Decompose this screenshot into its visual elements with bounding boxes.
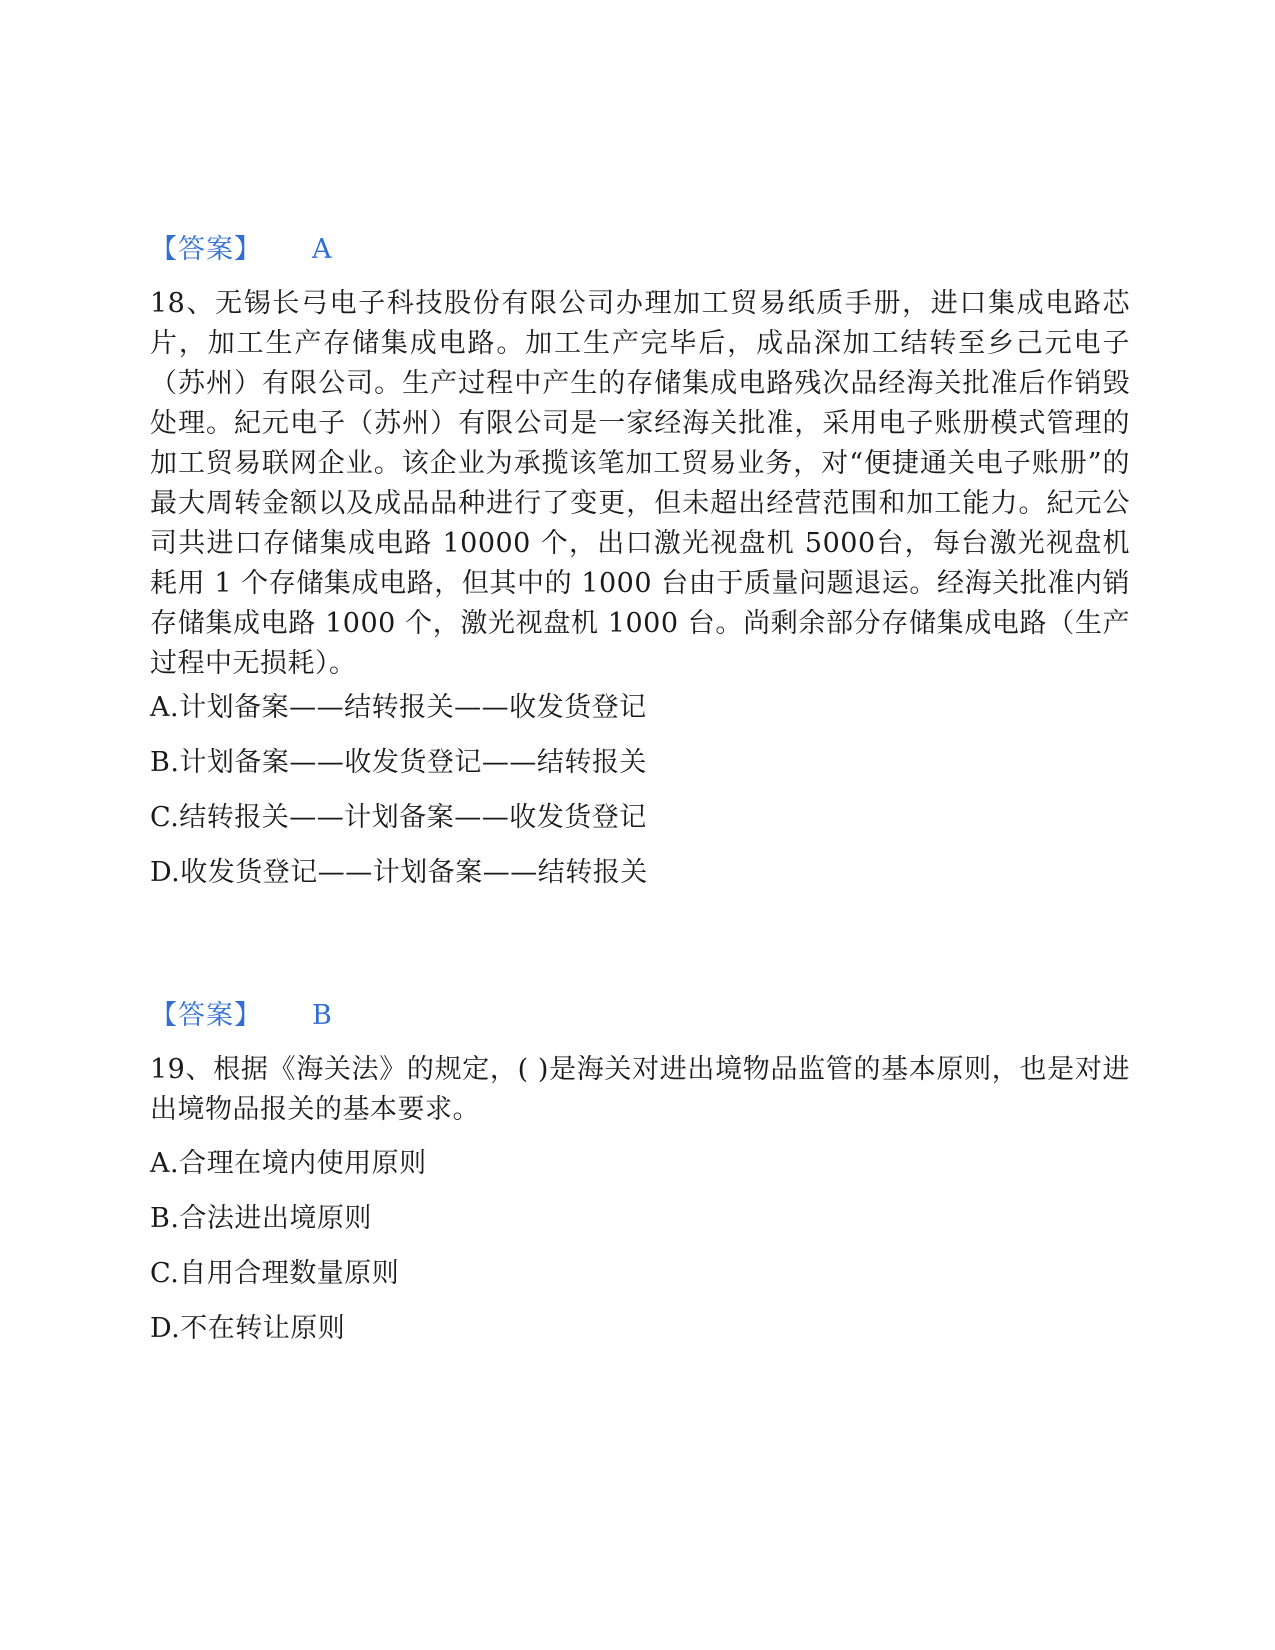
answer-label: 【答案】	[150, 234, 262, 265]
answer-line	[150, 998, 332, 1034]
question-19-option-c: C.自用合理数量原则	[150, 1258, 400, 1289]
question-19-text: 19、根据《海关法》的规定，( )是海关对进出境物品监管的基本原则，也是对进出境物品报关的基本要求。	[150, 1054, 1130, 1125]
question-18-text: 18、无锡长弓电子科技股份有限公司办理加工贸易纸质手册，进口集成电路芯片，加工生产存储集成电路。加工生产完毕后，成品深加工结转至乡己元电子（苏州）有限公司。生产过程中产生的存储集成电路残次品经海关批准后作销毁处理。紀元电子（苏州）有限公司是一家经海关批准，采用电子账册模式管理的加工贸易联网企业。该企业为承揽该笔加工贸易业务，对“便捷通关电子账册”的最大周转金额以及成品品种进行了变更，但未超出经营范围和加工能力。紀元公司共进口存储集成电路 10000 个，出口激光视盘机 5000台，每台激光视盘机耗用 1 个存储集成电路，但其中的 1000 台由于质量问题退运。经海关批准内销存储集成电路 1000 个，激光视盘机 1000 台。尚剩余部分存储集成电路（生产过程中无损耗）。	[150, 288, 1130, 679]
answer-value: B	[312, 1000, 332, 1031]
answer-line	[150, 232, 332, 268]
question-18-option-c: C.结转报关——计划备案——收发货登记	[150, 802, 647, 833]
question-18-option-d: D.收发货登记——计划备案——结转报关	[150, 857, 648, 888]
answer-label: 【答案】	[150, 1000, 262, 1031]
question-19-option-d: D.不在转让原则	[150, 1313, 346, 1344]
answer-value: A	[312, 234, 332, 265]
question-18-option-b: B.计划备案——收发货登记——结转报关	[150, 747, 647, 778]
question-18-option-a: A.计划备案——结转报关——收发货登记	[150, 692, 647, 723]
question-19-option-a: A.合理在境内使用原则	[150, 1148, 427, 1179]
question-19-option-b: B.合法进出境原则	[150, 1203, 372, 1234]
